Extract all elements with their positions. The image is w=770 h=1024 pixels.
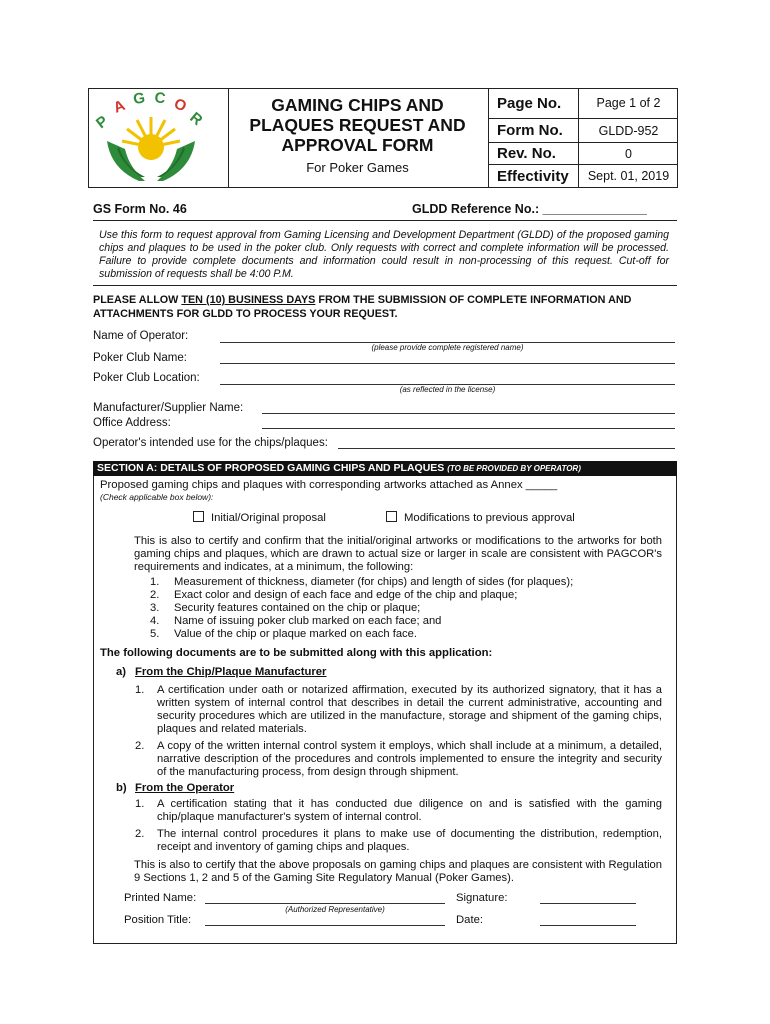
divider <box>93 285 677 286</box>
list-item: 2. The internal control procedures it plans to make use of documenting the distribution, redemption, receipt and inventory of gaming chips and plaques. <box>135 828 662 853</box>
manufacturer-label: Manufacturer/Supplier Name: <box>93 402 244 414</box>
operator-label: Name of Operator: <box>93 330 189 342</box>
form-subtitle: For Poker Games <box>306 160 409 175</box>
office-address-input[interactable] <box>262 428 675 429</box>
pagcor-logo <box>89 89 229 187</box>
group-b-title: From the Operator <box>135 782 235 794</box>
intro-instructions: Use this form to request approval from Gaming Licensing and Development Department (GLDD) of the proposed gaming chips and plaques to be used in the poker club. Only requests with correct and complete information will be processed. Failure to provide complete documents and information could result in non-processing of this request. Cut-off for submission of requests shall be 4:00 P.M. <box>99 229 669 280</box>
svg-text:C: C <box>153 89 167 108</box>
svg-text:A: A <box>111 96 128 117</box>
signature-label: Signature: <box>456 892 508 904</box>
modifications-label: Modifications to previous approval <box>404 512 575 524</box>
operator-hint: (please provide complete registered name) <box>371 343 524 352</box>
authorized-hint: (Authorized Representative) <box>285 905 385 914</box>
meta-row-rev <box>489 143 678 165</box>
meta-key: Rev. No. <box>489 143 579 164</box>
section-a-note: (TO BE PROVIDED BY OPERATOR) <box>447 464 581 473</box>
position-title-input[interactable] <box>205 925 445 926</box>
svg-text:P: P <box>92 112 112 133</box>
club-name-input[interactable] <box>220 363 675 364</box>
modifications-checkbox[interactable] <box>386 511 397 522</box>
gldd-reference[interactable]: GLDD Reference No.: _______________ <box>412 202 647 216</box>
svg-text:G: G <box>132 89 147 108</box>
date-input[interactable] <box>540 925 636 926</box>
group-a-items <box>135 684 662 779</box>
list-item: 5. Value of the chip or plaque marked on each face. <box>150 628 417 640</box>
form-title <box>230 95 485 155</box>
intended-use-input[interactable] <box>338 448 675 449</box>
date-label: Date: <box>456 914 484 926</box>
notice-line-2: ATTACHMENTS FOR GLDD TO PROCESS YOUR REQUEST. <box>93 308 398 320</box>
list-item: 2. Exact color and design of each face and edge of the chip and plaque; <box>150 589 518 601</box>
position-title-label: Position Title: <box>124 914 192 926</box>
meta-row-form <box>489 119 678 143</box>
meta-value: Sept. 01, 2019 <box>587 169 670 183</box>
meta-value: GLDD-952 <box>598 123 659 138</box>
list-item: 2. A copy of the written internal control system it employs, which shall include at a minimum, a detailed, narrative description of the procedures and controls implemented to ensure the integrity and security of the manufacturing process, from design through shipment. <box>135 740 662 778</box>
printed-name-input[interactable] <box>205 903 445 904</box>
section-a-title: SECTION A: DETAILS OF PROPOSED GAMING CHIPS AND PLAQUES <box>97 462 448 474</box>
notice-days: TEN (10) BUSINESS DAYS <box>181 294 316 306</box>
list-item: 1. A certification stating that it has conducted due diligence on and is satisfied with the gaming chip/plaque manufacturer's system of internal control. <box>135 798 662 823</box>
printed-name-label: Printed Name: <box>124 892 197 904</box>
office-address-label: Office Address: <box>93 417 171 429</box>
club-name-label: Poker Club Name: <box>93 352 187 364</box>
requirements-list <box>150 576 660 641</box>
signature-input[interactable] <box>540 903 636 904</box>
title-line-1: GAMING CHIPS AND <box>271 95 444 115</box>
gs-form-number: GS Form No. 46 <box>93 202 187 216</box>
list-item: 4. Name of issuing poker club marked on each face; and <box>150 615 442 627</box>
proposed-annex: Proposed gaming chips and plaques with corresponding artworks attached as Annex _____ <box>100 479 558 491</box>
meta-row-page <box>489 88 678 119</box>
svg-text:R: R <box>186 109 206 130</box>
svg-text:O: O <box>171 95 189 116</box>
form-meta-table <box>488 88 678 188</box>
meta-key: Page No. <box>489 88 579 118</box>
meta-row-effectivity <box>489 165 678 187</box>
group-b-label: b) <box>116 782 127 794</box>
group-a-label: a) <box>116 666 127 678</box>
intended-use-label: Operator's intended use for the chips/plaques: <box>93 437 328 449</box>
processing-notice <box>93 293 683 321</box>
meta-key: Effectivity <box>489 165 579 187</box>
notice-post: FROM THE SUBMISSION OF COMPLETE INFORMATION AND <box>315 294 632 306</box>
certify-paragraph: This is also to certify and confirm that the initial/original artworks or modifications to the artworks for both gaming chips and plaques, which are drawn to actual size or larger in scale are consistent with PAGCOR's requirements and indicates, at a minimum, the following: <box>134 535 662 573</box>
list-item: 3. Security features contained on the chip or plaque; <box>150 602 421 614</box>
location-hint: (as reflected in the license) <box>399 385 496 394</box>
club-location-label: Poker Club Location: <box>93 372 200 384</box>
section-a-header <box>93 461 677 476</box>
group-a-title: From the Chip/Plaque Manufacturer <box>135 666 327 678</box>
pagcor-logo-image <box>89 89 227 185</box>
group-b-items <box>135 798 662 854</box>
title-line-2: PLAQUES REQUEST AND <box>249 115 466 135</box>
meta-key: Form No. <box>489 119 579 142</box>
initial-proposal-label: Initial/Original proposal <box>211 512 326 524</box>
manufacturer-input[interactable] <box>262 413 675 414</box>
list-item: 1. A certification under oath or notarized affirmation, executed by its authorized signatory, that it has a written system of internal control that describes in detail the current administrative, accounting and security procedures which are utilized in the manufacture, storage and shipment of the gaming chips, plaques and related materials. <box>135 684 662 735</box>
initial-proposal-checkbox[interactable] <box>193 511 204 522</box>
list-item: 1. Measurement of thickness, diameter (for chips) and length of sides (for plaques); <box>150 576 574 588</box>
notice-pre: PLEASE ALLOW <box>93 294 182 306</box>
meta-value: 0 <box>625 146 632 161</box>
check-hint: (Check applicable box below): <box>100 492 214 502</box>
documents-heading: The following documents are to be submitted along with this application: <box>100 647 493 659</box>
divider <box>93 220 677 221</box>
regulation-paragraph: This is also to certify that the above proposals on gaming chips and plaques are consistent with Regulation 9 Sections 1, 2 and 5 of the Gaming Site Regulatory Manual (Poker Games). <box>134 859 662 884</box>
meta-value: Page 1 of 2 <box>596 96 661 110</box>
title-line-3: APPROVAL FORM <box>281 135 434 155</box>
